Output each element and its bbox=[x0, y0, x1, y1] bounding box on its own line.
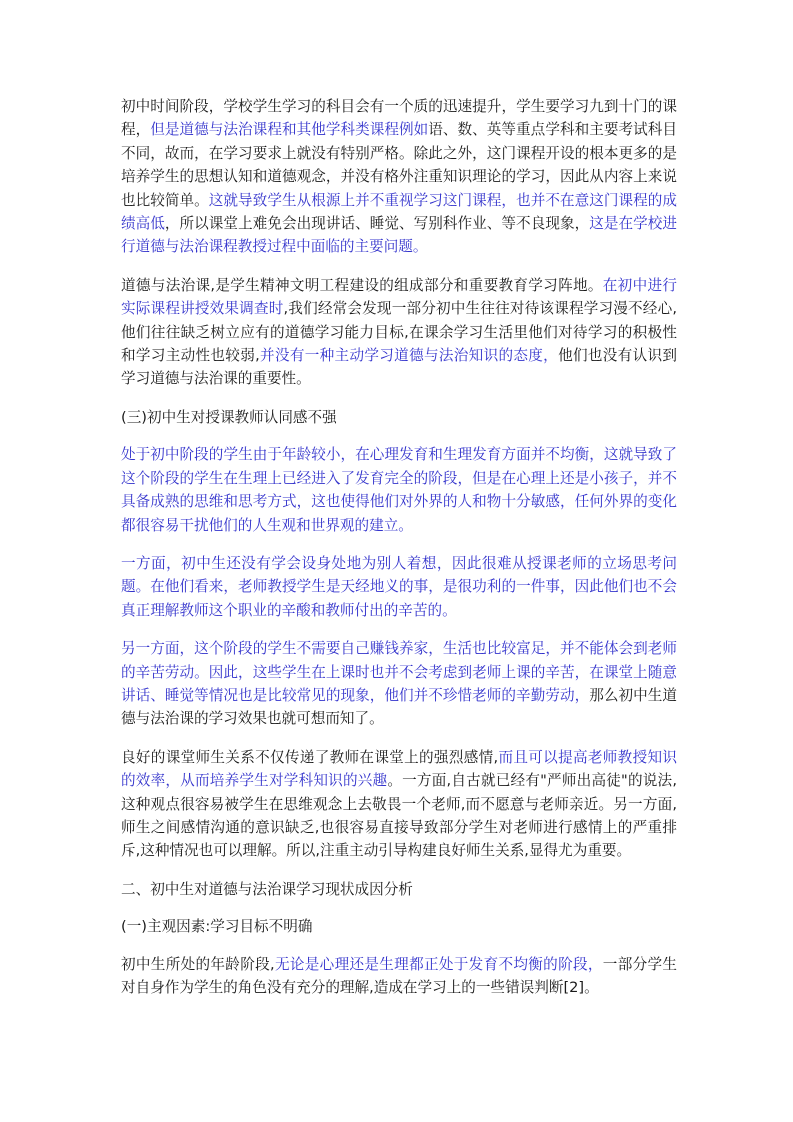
text-run: 初中生所处的年龄阶段, bbox=[121, 955, 275, 973]
text-run: 一部分学生对自身作为学生的角色没有充分的理解,造成在学习上的一些错误判断[2]。 bbox=[121, 955, 677, 996]
highlighted-text: 而且可以提高老师教授知识的效率，从而培养学生对学科知识的兴趣 bbox=[121, 748, 677, 790]
heading-text: (一)主观因素:学习目标不明确 bbox=[121, 918, 313, 936]
highlighted-text: 一方面，初中生还没有学会设身处地为别人着想，因此很难从授课老师的立场思考问题。在他们看来，老师教授学生是天经地义的事，是很功利的一件事，因此他们也不会真正理解教师这个职业的辛酸和教师付出的辛苦的。 bbox=[121, 554, 677, 619]
text-run: ,我们经常会发现一部分初中生往往对待该课程学习漫不经心,他们往往缺乏树立应有的道德学习能力目标,在课余学习生活里他们对待学习的积极性和学习主动性也较弱, bbox=[121, 300, 677, 365]
paragraph bbox=[121, 274, 677, 391]
text-run: 良好的课堂师生关系不仅传递了教师在课堂上的强烈感情, bbox=[121, 748, 499, 766]
text-run: 初中时间阶段，学校学生学习的科目会有一个质的迅速提升，学生要学习九到十门的课程， bbox=[121, 98, 677, 139]
highlighted-text: 但是道德与法治课程和其他学科类课程例如 bbox=[150, 121, 429, 139]
text-run: 道德与法治课,是学生精神文明工程建设的组成部分和重要教育学习阵地。 bbox=[121, 276, 603, 294]
section-heading bbox=[121, 406, 677, 429]
highlighted-text: 并没有一种主动学习道德与法治知识的态度， bbox=[259, 347, 559, 365]
paragraph bbox=[121, 953, 677, 1000]
highlighted-text: 在初中进行实际课程讲授效果调查时 bbox=[121, 276, 677, 318]
highlighted-text: 学生由于年龄较小，在心理发育和生理发育方面并不均衡，这就导致了这个阶段的学生在生理上已经进入了发育完全的阶段，但是在心理上还是小孩子，并不具备成熟的思维和思考方式，这也使得他们对外界的人和物十分敏感，任何外界的变化都很容易干扰他们的人生观和世界观的建立。 bbox=[121, 446, 677, 534]
paragraph bbox=[121, 95, 677, 259]
paragraph bbox=[121, 443, 677, 537]
highlighted-text: 这就导致学生从根源上并不重视学习这门课程，也并不在意这门课程的成绩高低 bbox=[121, 191, 677, 233]
highlighted-text: 无论是心理还是生理都正处于发育不均衡的阶段， bbox=[274, 955, 603, 973]
document-body bbox=[121, 95, 677, 1014]
highlighted-text: 这是在学校进行道德与法治课程教授过程中面临的主要问题。 bbox=[121, 215, 677, 256]
paragraph bbox=[121, 746, 677, 863]
text-run: 那么初中生道德与法治课的学习效果也就可想而知了。 bbox=[121, 686, 677, 728]
heading-text: 二、初中生对道德与法治课学习现状成因分析 bbox=[121, 880, 413, 898]
text-run: 。一方面,自古就已经有"严师出高徒"的说法,这种观点很容易被学生在思维观念上去敬畏一个老师,而不愿意与老师亲近。另一方面,师生之间感情沟通的意识缺乏,也很容易直接导致部分学生对老师进行感情上的严重排斥,这种情况也可以理解。所以,注重主动引导构建良好师生关系,显得尤为重要。 bbox=[121, 772, 677, 860]
paragraph bbox=[121, 552, 677, 622]
text-run: 语、数、英等重点学科和主要考试科目不同，故而，在学习要求上就没有特别严格。除此之外，这门课程开设的根本更多的是培养学生的思想认知和道德观念，并没有格外注重知识理论的学习，因此从内容上来说也比较简单。 bbox=[121, 121, 677, 209]
subsection-heading bbox=[121, 915, 677, 938]
heading-text: (三)初中生对授课教师认同感不强 bbox=[121, 408, 337, 426]
highlighted-text: 另一方面，这个阶段的学生不需要自己赚钱养家，生活也比较富足，并不能体会到老师的辛苦劳动。因此，这些学生在上课时也并不会考虑到老师上课的辛苦，在课堂上随意讲话、睡觉等情况也是比较常见的现象，他们并不珍惜老师的辛勤劳动， bbox=[121, 640, 677, 704]
text-run: 他们也没有认识到学习道德与法治课的重要性。 bbox=[121, 347, 677, 388]
highlighted-text: 处于初中阶段的 bbox=[121, 446, 224, 464]
section-heading bbox=[121, 878, 677, 901]
paragraph bbox=[121, 637, 677, 731]
text-run: ，所以课堂上难免会出现讲话、睡觉、写别科作业、等不良现象， bbox=[164, 215, 590, 233]
